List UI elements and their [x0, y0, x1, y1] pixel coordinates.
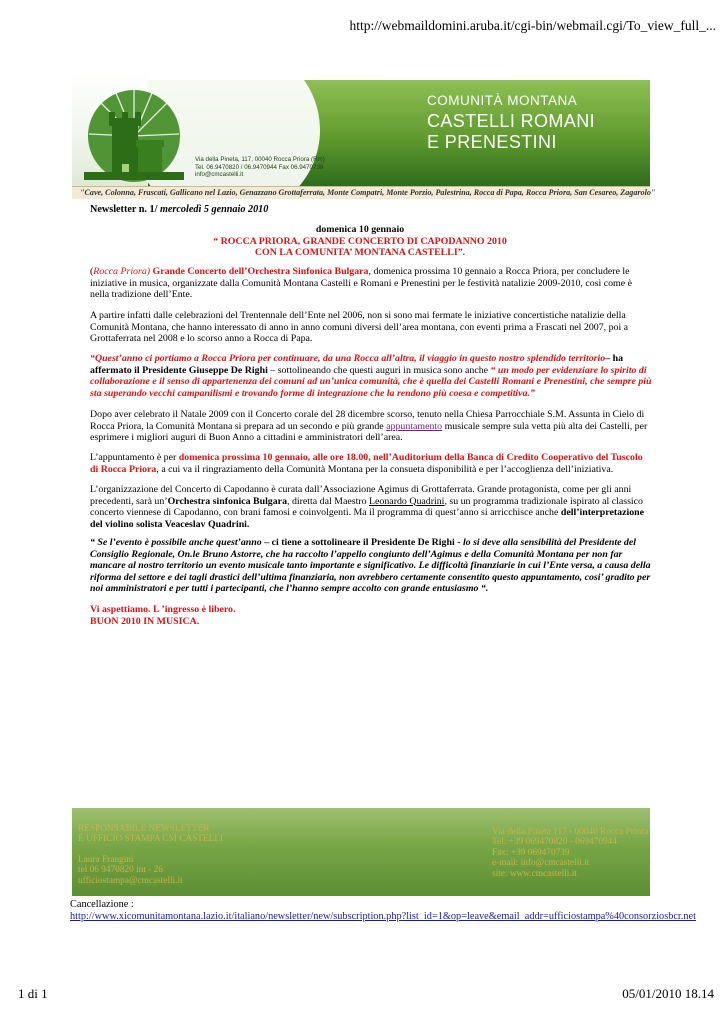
contact-email: ufficiostampa@cmcastelli.it	[78, 875, 183, 886]
contact-role-1: RESPONSABILE NEWSLETTER	[78, 824, 210, 834]
email-line: info@cmcastelli.it	[195, 171, 244, 179]
p4-text-a: Dopo aver celebrato il Natale 2009 con il Concerto corale del 28 dicembre scorso, tenuto nella Chiesa Parrocchiale S.M. Assunta in Cielo di Rocca Priora, la Comunità Montana si prepara ad un secondo e più grande	[90, 409, 645, 432]
org-name-line1: COMUNITÀ MONTANA	[427, 93, 578, 108]
paragraph-5	[90, 452, 652, 475]
banner-address	[195, 156, 325, 179]
org-site: site: www.cmcastelli.it	[492, 868, 577, 879]
footer-banner	[72, 808, 650, 896]
header-banner	[72, 70, 650, 186]
event-date: domenica 10 gennaio	[315, 224, 405, 235]
appuntamento-link[interactable]: appuntamento	[386, 420, 443, 432]
org-address: Via della Pineta 117 - 00040 Rocca Priora	[492, 827, 649, 837]
p3-quote-1: “Quest’anno ci portiamo a Rocca Priora per continuare, da una Rocca all’altra, il viaggio in questo nostro splendido territorio	[90, 353, 606, 364]
p1-paren: (	[90, 266, 94, 277]
spacer	[78, 845, 223, 855]
newsletter-number	[90, 204, 268, 215]
towns-bar	[72, 186, 656, 199]
contact-name: Laura Frangini	[78, 854, 134, 865]
towns-list: "Cave, Colonna, Frascati, Gallicano nel Lazio, Genazzano Grottaferrata, Monte Compatri, Monte Porzio, Palestrina, Rocca di Papa, Rocca Priora, San Cesareo, Zagarolo"	[80, 188, 656, 197]
closing-greeting: BUON 2010 IN MUSICA.	[90, 615, 200, 627]
closing-invite: Vi aspettiamo. L ’ingresso è libero.	[90, 604, 236, 615]
newsletter-date: mercoledì 5 gennaio 2010	[157, 204, 269, 215]
print-url: http://webmaildomini.aruba.it/cgi-bin/webmail.cgi/To_view_full_...	[349, 18, 716, 33]
address-line: Via della Pineta, 117, 00040 Rocca Priora (Rm)	[195, 156, 325, 163]
p7-attribution: – ci tiene a sottolineare il Presidente De Righi -	[261, 537, 463, 548]
p7-quote-open: “ Se l’evento è possibile anche quest’anno	[90, 537, 262, 548]
p3-attribution: – ha affermato il Presidente Giuseppe De Righi	[90, 353, 624, 376]
event-headline-1: “ ROCCA PRIORA, GRANDE CONCERTO DI CAPODANNO 2010	[213, 235, 507, 247]
org-name	[427, 94, 649, 151]
p6-text-a: L’organizzazione del Concerto di Capodanno è curata dall’Associazione Agimus di Grottaferrata. Grande protagonista, come per gli anni precedenti, sarà un’	[90, 484, 632, 507]
newsletter-contact	[78, 824, 223, 886]
contact-role-2: E UFFICIO STAMPA CM CASTELLI	[78, 834, 224, 845]
org-name-line3: E PRENESTINI	[427, 131, 557, 152]
phone-line: Tel. 06.9470820 / 06.9470944 Fax 06.9470739	[195, 163, 324, 171]
contact-phone: tel 06 9470820 int - 26	[78, 865, 163, 876]
p6-orchestra: Orchestra sinfonica Bulgara	[167, 495, 288, 507]
p1-place: Rocca Priora)	[93, 266, 151, 277]
castle-tower-emblem-icon	[78, 76, 190, 184]
org-phone: Tel: +39 069470820 - 069470944	[492, 837, 617, 848]
p1-text: , domenica prossima 10 gennaio a Rocca Priora, per concludere le iniziative in musica, organizzate dalla Comunità Montana Castelli e Romani e Prenestini per le festività natalizie 2009-2010, così come è nella tradizione dell’Ente.	[90, 266, 632, 301]
page-number: 1 di 1	[18, 986, 48, 1001]
org-fax: Fax: +39 069470739	[492, 847, 570, 858]
p6-text-c: , su un programma tradizionale ispirato al classico concerto viennese di Capodanno, con brani famosi e coinvolgenti. Ma il programma di quest’anno si arricchisce anche	[90, 495, 643, 519]
p6-soloist: dell’interpretazione del violino solista Veaceslav Quadrini.	[90, 507, 645, 530]
p6-text-b: , diretta dal Maestro	[287, 495, 370, 507]
paragraph-1	[90, 266, 652, 301]
p4-text-b: musicale sempre sula vetta più alta dei Castelli, per esprimere i migliori auguri di Buon Anno a cittadini e amministratori dell’area.	[90, 420, 648, 444]
org-contact	[492, 827, 648, 879]
paragraph-2: A partire infatti dalle celebrazioni del Trentennale dell’Ente nel 2006, non si sono mai fermate le iniziative concertistiche natalizie della Comunità Montana, che hanno interessato di anno in anno comuni diversi dell’area montana, con eventi prima a Frascati nel 2007, poi a Grottaferrata nel 2008 e lo scorso anno a Rocca di Papa.	[90, 310, 629, 345]
paragraph-7	[90, 537, 652, 595]
p5-text-b: , a cui va il ringraziamento della Comunità Montana per la consueta disponibilità e per l’accoglienza dell’iniziativa.	[156, 463, 614, 475]
p7-quote: lo si deve alla sensibilità del Presidente del Consiglio Regionale, On.le Bruno Astorre, che ha raccolto l’appello congiunto dell’Agimus e della Comunità Montana per non far mancare al nostro territorio un evento musicale tanto importante e significativo. Le difficoltà finanziarie in cui l’Ente versa, a causa della riforma del settore e dei tagli drastici dell’ultima finanziaria, non avrebbero certamente consentito questo appuntamento, cosi’ gradito per noi amministratori e per tutti i partecipanti, che l’hanno sempre accolto con grande entusiasmo “.	[90, 537, 651, 595]
p6-maestro: Leonardo Quadrini	[369, 495, 445, 507]
cancel-label: Cancellazione :	[70, 899, 134, 910]
paragraph-6	[90, 484, 652, 530]
p3-text: – sottolineando che questi auguri in musica sono anche	[267, 364, 491, 376]
unsubscribe-link[interactable]: http://www.xicomunitamontana.lazio.it/italiano/newsletter/new/subscription.php?list_id=1&op=leave&email_addr=ufficiostampa%40consorziosbcr.net	[70, 911, 696, 922]
p5-text-a: L’appuntamento è per	[90, 452, 179, 463]
org-email: e-mail: info@cmcastelli.it	[492, 858, 590, 869]
print-datetime: 05/01/2010 18.14	[622, 986, 714, 1001]
event-title-block	[140, 224, 580, 259]
org-name-line2: CASTELLI ROMANI	[427, 110, 596, 131]
newsletter-label: Newsletter n. 1/	[90, 204, 158, 215]
p5-event-details: domenica prossima 10 gennaio, alle ore 18.00, nell’Auditorium della Banca di Credito Cooperativo del Tuscolo di Rocca Priora	[90, 452, 643, 475]
paragraph-3	[90, 353, 652, 399]
p1-title: Grande Concerto dell’Orchestra Sinfonica Bulgara	[150, 266, 369, 277]
event-headline-2: CON LA COMUNITA’ MONTANA CASTELLI”.	[254, 247, 466, 259]
p3-quote-2: “ un modo per evidenziare lo spirito di collaborazione e il senso di appartenenza dei comuni ad un’unica comunità, che è quella dei Castelli Romani e Prenestini, che sempre più sta superando vecchi campanilismi e trovando forme di integrazione che la rendono più coesa e competitiva.”	[90, 364, 652, 399]
paragraph-4	[90, 409, 652, 444]
closing-block	[90, 604, 652, 627]
